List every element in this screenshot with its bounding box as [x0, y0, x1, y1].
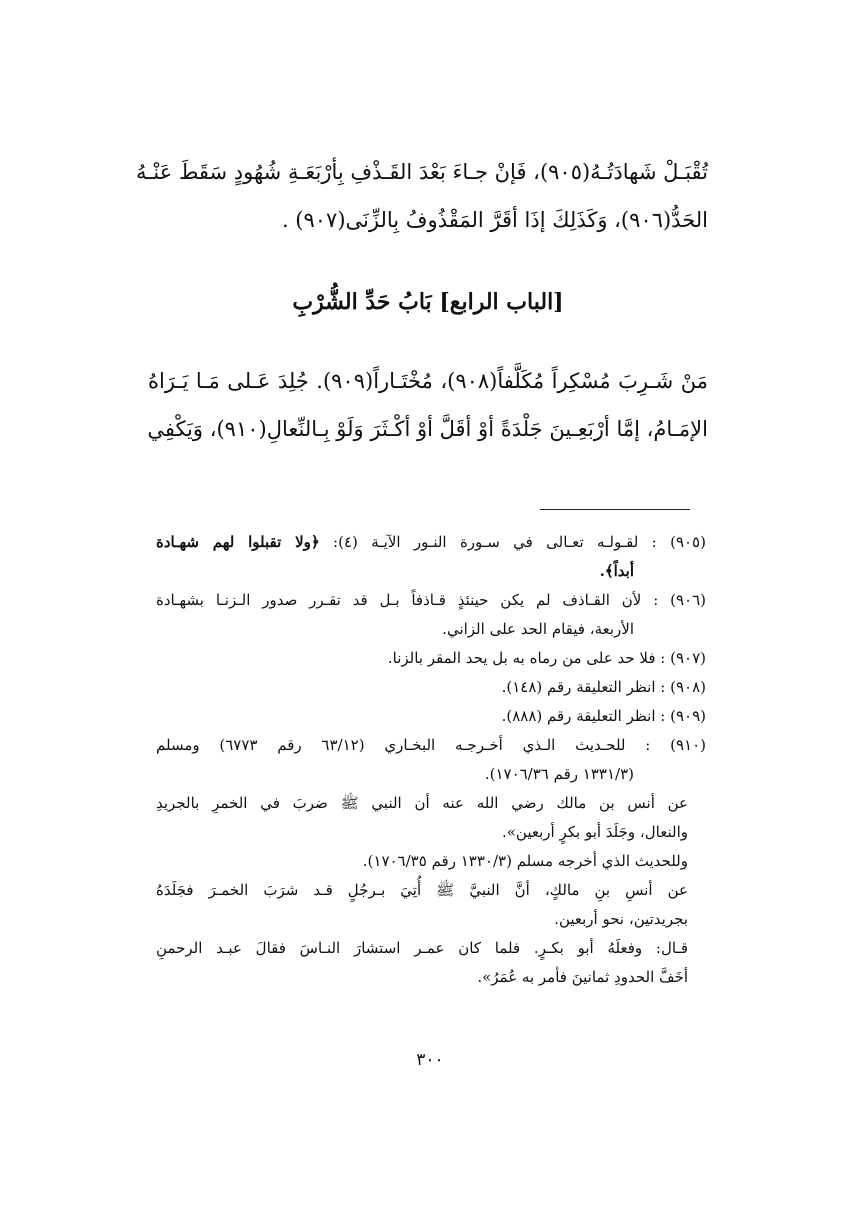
footnote-905-ref: (٩٠٥) :	[638, 533, 706, 551]
footnote-905-quote: ﴿ولا تقبلوا لهم شهـادة	[156, 533, 320, 551]
footnote-905-line-1	[156, 528, 706, 557]
footnotes-section	[156, 528, 706, 992]
footnote-910-line-8: قـال: وفعلَهُ أبو بكـرٍ. فلما كان عمـر استشارَ النـاسَ فقالَ عبـد الرحمنِ	[156, 939, 688, 957]
footnote-910-text: للحـديث الـذي أخـرجـه البخـاري (٦٣/١٢ رقم ٦٧٧٣) ومسلم	[156, 736, 626, 754]
footnote-910-line-5: وللحديث الذي أخرجه مسلم (١٣٣٠/٣ رقم ١٧٠٦/٣٥).	[362, 852, 688, 870]
page-number: ٣٠٠	[416, 1050, 444, 1070]
body-paragraph-2	[148, 357, 708, 453]
footnote-908	[156, 673, 706, 702]
paragraph-2-line-2: الإمَـامُ، إمَّا أرْبَعِـينَ جَلْدَةً أوْ أقَلَّ أوْ أكْـثَرَ وَلَوْ بِـالنِّعالِ(٩١٠)، وَيَكْفِي	[147, 417, 708, 441]
footnote-906-line-1	[156, 586, 706, 615]
paragraph-1-line-2: الحَدُّ(٩٠٦)، وَكَذَلِكَ إذَا أقَرَّ المَقْذُوفُ بِالزِّنَى(٩٠٧) .	[281, 208, 708, 232]
footnote-905-line-2: أبداً﴾.	[599, 562, 634, 580]
footnote-910-line-2: (١٣٣١/٣ رقم ١٧٠٦/٣٦).	[484, 765, 634, 783]
footnote-divider	[540, 509, 690, 510]
footnote-906-line-2: الأربعة، فيقام الحد على الزاني.	[442, 620, 634, 638]
footnote-909-ref: (٩٠٩) :	[655, 707, 706, 725]
footnote-910-line-4: والنعال، وجَلَدَ أبو بكرٍ أربعين».	[501, 823, 688, 841]
footnote-908-ref: (٩٠٨) :	[655, 678, 706, 696]
footnote-909-text: انظر التعليقة رقم (٨٨٨).	[501, 707, 656, 725]
footnote-910-ref: (٩١٠) :	[625, 736, 706, 754]
footnote-906-text: لأن القـاذف لم يكن حينئذٍ قـاذفاً بـل قد تقـرر صدور الـزنـا بشهـادة	[156, 591, 642, 609]
footnote-907-text: فلا حد على من رماه به بل يحد المقر بالزنا.	[387, 649, 656, 667]
footnote-905-text: لقـولـه تعـالى في سـورة النـور الآيـة (٤):	[319, 533, 639, 551]
footnote-910-line-6: عن أنسِ بنِ مالكٍ، أنَّ النبيَّ ﷺ أُتِيَ بـرجُلٍ قـد شرَبَ الخمـرَ فجَلَدَهُ	[156, 881, 688, 899]
footnote-906-ref: (٩٠٦) :	[641, 591, 706, 609]
footnote-910-line-7: بجريدتين، نحو أربعين.	[554, 910, 688, 928]
footnote-907-ref: (٩٠٧) :	[655, 649, 706, 667]
footnote-910-line-3: عن أنس بن مالك رضي الله عنه أن النبي ﷺ ضربَ في الخمرِ بالجريدِ	[156, 794, 688, 812]
footnote-908-text: انظر التعليقة رقم (١٤٨).	[501, 678, 656, 696]
footnote-910-line-1	[156, 731, 706, 760]
paragraph-2-line-1: مَنْ شَـرِبَ مُسْكِراً مُكَلَّفاً(٩٠٨)، مُخْتَـاراً(٩٠٩). جُلِدَ عَـلى مَـا يَـرَاهُ	[148, 369, 708, 393]
paragraph-1-line-1: تُقْبَـلْ شَهادَتُـهُ(٩٠٥)، فَإنْ جـاءَ بَعْدَ القَـذْفِ بِأرْبَعَـةِ شُهُودٍ سَقَطَ عَنْـهُ	[136, 160, 708, 184]
footnote-907	[156, 644, 706, 673]
footnote-910-line-9: أخَفَّ الحدودِ ثمانينَ فأمر به عُمَرُ».	[477, 968, 688, 986]
section-heading: [الباب الرابع] بَابُ حَدِّ الشُّرْبِ	[292, 289, 564, 315]
footnote-909	[156, 702, 706, 731]
body-paragraph-1	[136, 148, 708, 244]
